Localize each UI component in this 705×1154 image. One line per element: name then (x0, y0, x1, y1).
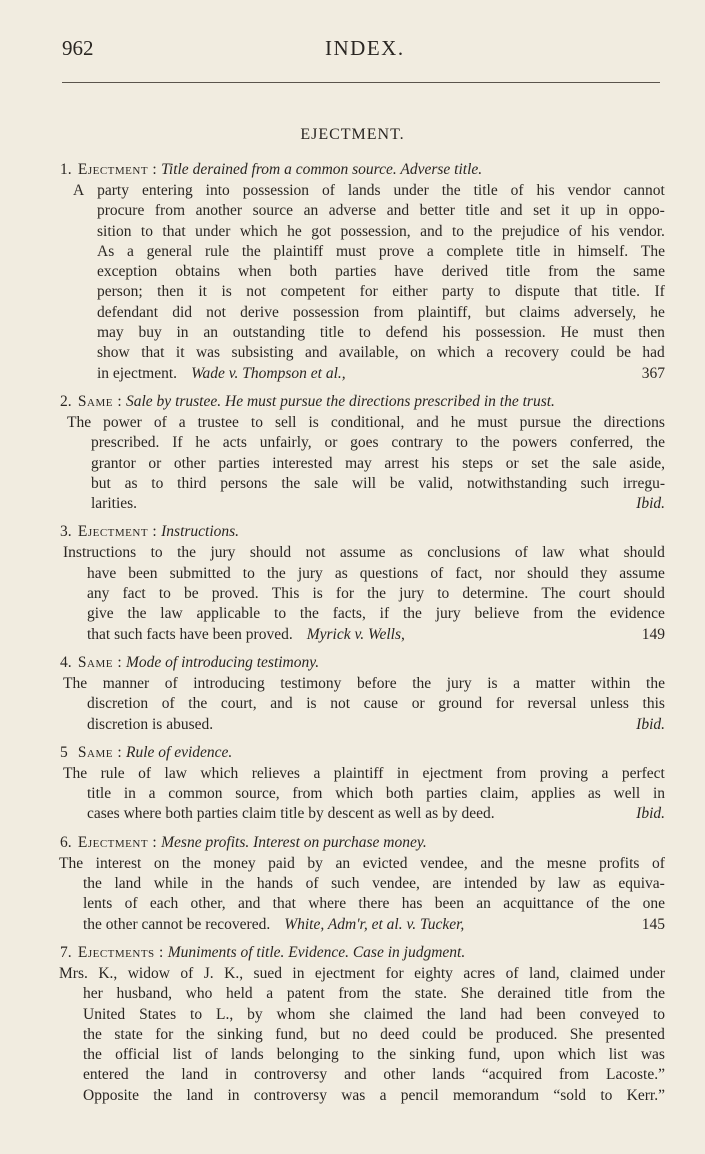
entry-line: lents of each other, and that where there has been an acquittance of the one (83, 895, 665, 913)
page-reference: 367 (641, 364, 665, 382)
entry-last-text: larities. (91, 495, 138, 513)
entry-line: Mrs. K., widow of J. K., sued in ejectment for eighty acres of land, claimed under (59, 964, 665, 982)
entry-last-line (67, 494, 665, 514)
section-title: EJECTMENT. (300, 126, 405, 143)
entry-line: As a general rule the plaintiff must prove a complete title in himself. The (97, 242, 665, 260)
page-reference: 145 (641, 915, 665, 933)
entry-line: the official list of lands belonging to the sinking fund, upon which list was (83, 1046, 665, 1064)
entry-keyword: Same : (77, 653, 123, 671)
case-citation: White, Adm'r, et al. v. Tucker, (284, 915, 465, 933)
entry-line: title in a common source, from which both parties claim, applies as well in (87, 785, 665, 803)
entry-body (59, 964, 665, 1106)
entry-line: grantor or other parties interested may arrest his steps or set the sale aside, (91, 454, 665, 472)
index-entry (0, 743, 705, 825)
entry-topic: Title derained from a common source. Adverse title. (161, 161, 483, 178)
running-title: INDEX. (325, 36, 405, 60)
entry-last-text: that such facts have been proved. (87, 625, 293, 643)
entry-last-text: the other cannot be recovered. (83, 915, 271, 933)
entry-keyword: Same : (77, 392, 123, 410)
entry-line: may buy in an outstanding title to defend his possession. He must then (97, 324, 665, 342)
entry-body (63, 674, 665, 735)
entry-topic: Muniments of title. Evidence. Case in judgment. (167, 943, 466, 961)
entry-line: The power of a trustee to sell is conditional, and he must pursue the directions (67, 413, 665, 431)
entry-body (63, 764, 665, 825)
index-entry (0, 160, 705, 384)
entry-number: 2. (60, 392, 72, 410)
entry-line: sition to that under which he got possession, and to the prejudice of his vendor. (97, 222, 665, 240)
entry-number: 4. (60, 653, 72, 671)
entry-topic: Sale by trustee. He must pursue the directions prescribed in the trust. (126, 392, 555, 410)
entry-heading (0, 160, 705, 180)
entry-topic: Instructions. (161, 523, 240, 541)
entry-last-line (63, 625, 665, 645)
header-rule (62, 82, 660, 83)
entry-line: exception obtains when both parties have derived title from the same (97, 263, 665, 281)
entry-heading (0, 392, 705, 412)
page-reference: Ibid. (636, 715, 665, 733)
entry-line: have been submitted to the jury as questions of fact, nor should they assume (87, 564, 665, 582)
entry-keyword: Ejectments : (77, 943, 164, 961)
entry-line: but as to third persons the sale will be valid, notwithstanding such irregu- (91, 474, 665, 492)
page-number: 962 (62, 36, 94, 60)
entry-heading (0, 833, 705, 853)
entry-last-text: cases where both parties claim title by descent as well as by deed. (87, 805, 495, 823)
entry-keyword: Ejectment : (77, 833, 158, 851)
entry-number: 3. (60, 523, 72, 541)
entry-last-line (63, 804, 665, 824)
entry-heading (0, 743, 705, 763)
entry-line: United States to L., by whom she claimed the land had been conveyed to (83, 1005, 665, 1023)
entry-body (67, 413, 665, 514)
entry-line: her husband, who held a patent from the state. She derained title from the (83, 985, 665, 1003)
entry-number: 6. (60, 833, 72, 851)
entry-line: give the law applicable to the facts, if the jury believe from the evidence (87, 605, 665, 623)
entry-line: show that it was subsisting and available, on which a recovery could be had (97, 344, 665, 362)
entry-number: 7. (60, 943, 72, 961)
entry-line: defendant did not derive possession from plaintiff, but claims adversely, he (97, 303, 665, 321)
entry-body (63, 543, 665, 644)
entry-line: procure from another source an adverse and better title and set it up in oppo- (97, 202, 665, 220)
entry-line: Opposite the land in controversy was a pencil memorandum “sold to Kerr.” (83, 1086, 665, 1104)
index-entry (0, 833, 705, 935)
entry-line: The rule of law which relieves a plaintiff in ejectment from proving a perfect (63, 764, 665, 782)
entry-body (73, 181, 665, 384)
entry-line: person; then it is not competent for either party to dispute that title. If (97, 283, 665, 301)
entry-line: discretion of the court, and is not cause or ground for reversal unless this (87, 695, 665, 713)
index-entry (0, 943, 705, 1106)
entry-line: the state for the sinking fund, but no deed could be produced. She presented (83, 1025, 665, 1043)
entry-line: entered the land in controversy and other lands “acquired from Lacoste.” (83, 1066, 665, 1084)
entry-topic: Rule of evidence. (126, 743, 233, 761)
entry-line: A party entering into possession of lands under the title of his vendor cannot (73, 182, 665, 199)
page-reference: 149 (641, 625, 665, 643)
entry-body (59, 854, 665, 935)
entry-last-line (63, 715, 665, 735)
entry-last-text: discretion is abused. (87, 715, 214, 733)
index-entry (0, 392, 705, 514)
case-citation: Myrick v. Wells, (306, 625, 405, 643)
entry-line: any fact to be proved. This is for the jury to determine. The court should (87, 585, 665, 603)
page-reference: Ibid. (636, 495, 665, 513)
entry-topic: Mesne profits. Interest on purchase money. (161, 833, 427, 851)
entry-keyword: Same : (77, 743, 123, 761)
case-citation: Wade v. Thompson et al., (191, 364, 346, 382)
entry-last-line (59, 915, 665, 935)
entry-keyword: Ejectment : (77, 161, 158, 178)
index-entry (0, 522, 705, 644)
page-header (62, 36, 622, 66)
entry-line: Instructions to the jury should not assume as conclusions of law what should (63, 544, 665, 562)
page-reference: Ibid. (636, 805, 665, 823)
entry-topic: Mode of introducing testimony. (126, 653, 320, 671)
entry-line: the land while in the hands of such vendee, are intended by law as equiva- (83, 875, 665, 893)
entry-number: 5 (60, 743, 68, 761)
entry-keyword: Ejectment : (77, 523, 158, 541)
entry-last-text: in ejectment. (97, 364, 178, 382)
index-entry (0, 653, 705, 735)
entry-number: 1. (60, 161, 72, 178)
entry-last-line (73, 364, 665, 384)
entry-heading (0, 943, 705, 963)
entry-line: The interest on the money paid by an evicted vendee, and the mesne profits of (59, 854, 665, 872)
entry-line: prescribed. If he acts unfairly, or goes contrary to the powers conferred, the (91, 434, 665, 452)
entry-heading (0, 653, 705, 673)
entry-line: The manner of introducing testimony before the jury is a matter within the (63, 674, 665, 692)
entry-heading (0, 522, 705, 542)
index-entries (0, 160, 705, 1110)
